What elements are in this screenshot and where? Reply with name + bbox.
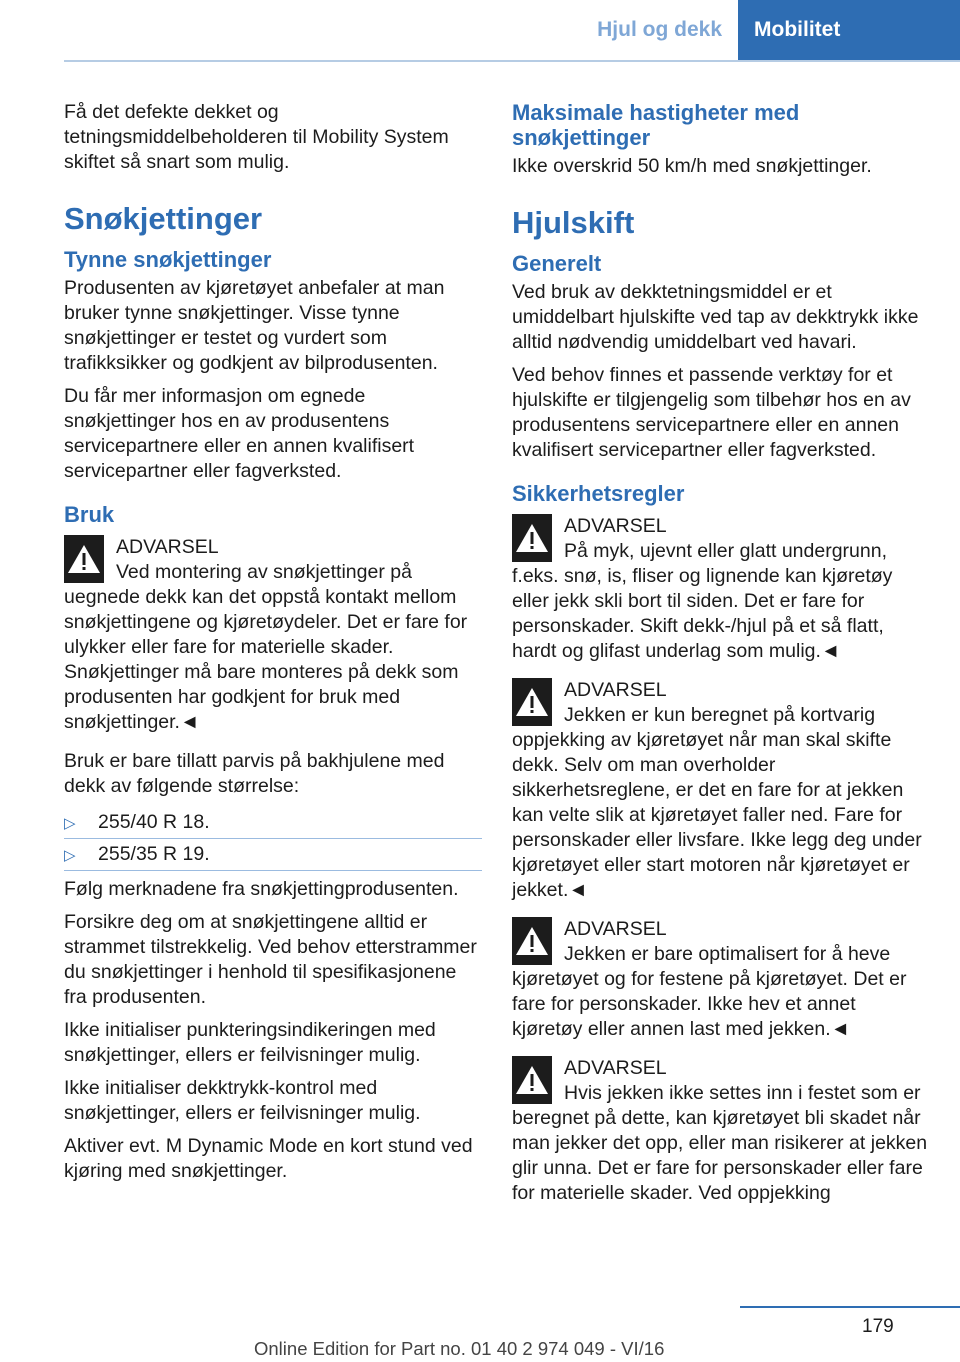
heading-thin-snow-chains: Tynne snøkjettinger: [64, 247, 272, 272]
left-column: [64, 100, 482, 1192]
paragraph: Følg merknadene fra snøkjettingprodusenten.: [64, 878, 459, 900]
warning-triangle-icon: [512, 917, 552, 965]
tire-size-list: [64, 807, 482, 871]
header-rule: [64, 60, 960, 62]
triangle-bullet-icon: ▷: [64, 815, 76, 832]
warning-text: På myk, ujevnt eller glatt undergrunn, f.eks. snø, is, fliser og lignende kan kjøretøy eller jekk skli bort til siden. Det er fare for personskader. Skift dekk-/hjul på et så flatt, hardt og glifast underlag som mulig.◄: [512, 540, 893, 662]
paragraph: Aktiver evt. M Dynamic Mode en kort stund ved kjøring med snøkjettinger.: [64, 1135, 473, 1182]
footer-rule: [740, 1306, 960, 1308]
paragraph: Ved behov finnes et passende verktøy for et hjulskifte er tilgjengelig som tilbehør hos en av produsentens servicepartnere eller en annen kvalifisert servicepartner eller fagverksted.: [512, 364, 911, 461]
warning-block: [512, 514, 930, 664]
paragraph: Ikke initialiser dekktrykk-kontrol med snøkjettinger, ellers er feilvisninger mulig.: [64, 1077, 421, 1124]
warning-triangle-icon: [64, 535, 104, 583]
warning-triangle-icon: [512, 514, 552, 562]
warning-block: [512, 1056, 930, 1206]
heading-safety-rules: Sikkerhetsregler: [512, 481, 685, 506]
warning-title: ADVARSEL: [564, 515, 667, 537]
paragraph: Forsikre deg om at snøkjettingene alltid er strammet tilstrekkelig. Ved behov etterstrammer du snøkjettinger i henhold til spesifikasjonene fra produsenten.: [64, 911, 477, 1008]
page-header: [575, 0, 960, 60]
warning-title: ADVARSEL: [564, 918, 667, 940]
warning-title: ADVARSEL: [564, 1057, 667, 1079]
heading-use: Bruk: [64, 502, 115, 527]
heading-snow-chains: Snøkjettinger: [64, 201, 263, 236]
warning-block: [512, 917, 930, 1042]
heading-wheel-change: Hjulskift: [512, 205, 635, 240]
list-item: ▷ 255/40 R 18.: [64, 807, 482, 839]
warning-triangle-icon: [512, 678, 552, 726]
section-tab-mobility: Mobilitet: [738, 0, 960, 60]
page-number: 179: [862, 1316, 894, 1337]
right-column: [512, 100, 930, 1220]
paragraph: Ikke overskrid 50 km/h med snøkjettinger.: [512, 155, 872, 177]
edition-footer: Online Edition for Part no. 01 40 2 974 049 - VI/16: [254, 1338, 665, 1359]
paragraph: Du får mer informasjon om egnede snøkjettinger hos en av produsentens servicepartnere eller en annen kvalifisert servicepartner eller fagverksted.: [64, 385, 415, 482]
section-tab-wheels-tires: Hjul og dekk: [575, 0, 738, 60]
warning-title: ADVARSEL: [116, 536, 219, 558]
paragraph: Ikke initialiser punkteringsindikeringen med snøkjettinger, ellers er feilvisninger mulig.: [64, 1019, 436, 1066]
triangle-bullet-icon: ▷: [64, 847, 76, 864]
warning-triangle-icon: [512, 1056, 552, 1104]
warning-text: Jekken er kun beregnet på kortvarig oppjekking av kjøretøyet når man skal skifte dekk. Selv om man overholder sikkerhetsreglene, er det en fare for at jekken kan velte slik at kjøretøyet faller ned. Fare for personskader eller livsfare. Ikke legg deg under kjøretøyet eller start motoren når kjøretøyet er jekket.◄: [512, 704, 922, 901]
heading-max-speed: Maksimale hastigheter med snøkjettinger: [512, 100, 800, 150]
paragraph: Ved bruk av dekktetningsmiddel er et umiddelbart hjulskifte ved tap av dekktrykk ikke alltid nødvendig umiddelbart ved havari.: [512, 281, 919, 353]
intro-paragraph: Få det defekte dekket og tetningsmiddelbeholderen til Mobility System skiftet så snart som mulig.: [64, 101, 449, 173]
warning-block: [64, 535, 482, 735]
list-item: ▷ 255/35 R 19.: [64, 839, 482, 871]
warning-text: Jekken er bare optimalisert for å heve kjøretøyet og for festene på kjøretøyet. Det er fare for personskader. Ikke hev et annet kjøretøy eller annen last med jekken.◄: [512, 943, 907, 1040]
paragraph: Produsenten av kjøretøyet anbefaler at man bruker tynne snøkjettinger. Visse tynne snøkjettinger er testet og vurdert som trafikksikker og godkjent av bilprodusenten.: [64, 277, 445, 374]
warning-text: Ved montering av snøkjettinger på uegnede dekk kan det oppstå kontakt mellom snøkjettingene og kjøretøydeler. Det er fare for ulykker eller fare for materielle skader. Snøkjettinger må bare monteres på dekk som produsenten har godkjent for bruk med snøkjettinger.◄: [64, 561, 468, 733]
warning-block: [512, 678, 930, 903]
warning-title: ADVARSEL: [564, 679, 667, 701]
warning-text: Hvis jekken ikke settes inn i festet som er beregnet på dette, kan kjøretøyet bli skadet når man jekker det opp, eller man risikerer at jekken glir unna. Det er fare for personskader eller fare for materielle skader. Ved oppjekking: [512, 1082, 928, 1204]
paragraph: Bruk er bare tillatt parvis på bakhjulene med dekk av følgende størrelse:: [64, 750, 445, 797]
heading-general: Generelt: [512, 251, 602, 276]
